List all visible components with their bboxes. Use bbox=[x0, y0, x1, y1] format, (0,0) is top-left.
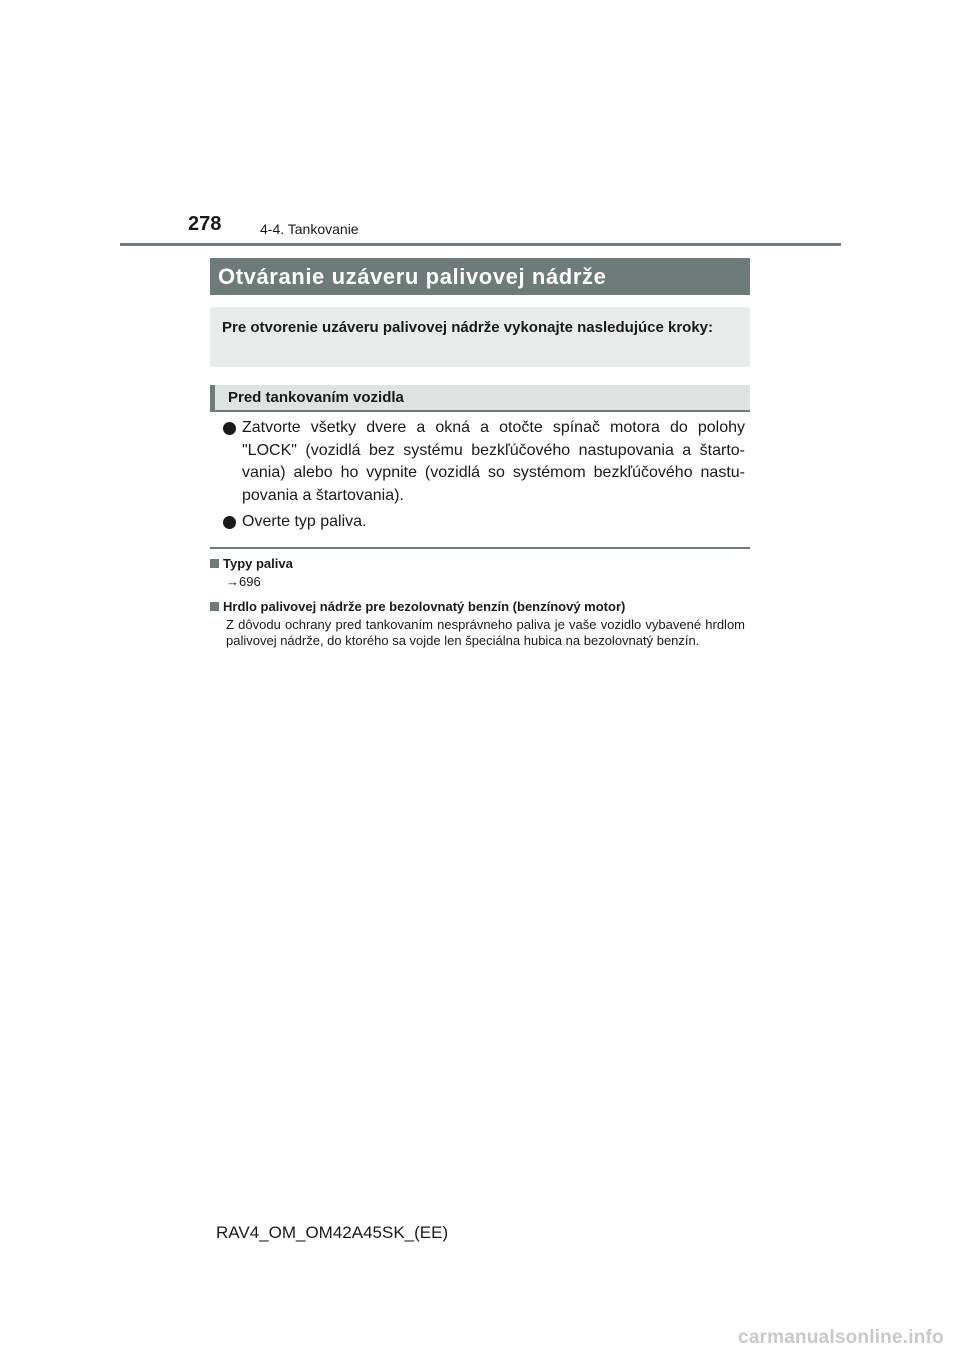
header-divider bbox=[120, 243, 841, 246]
page-number: 278 bbox=[188, 213, 222, 235]
chapter-title: 4-4. Tankovanie bbox=[260, 221, 359, 237]
notes-divider bbox=[210, 547, 750, 549]
note-body: →696 bbox=[226, 574, 261, 589]
watermark: carmanualsonline.info bbox=[738, 1327, 944, 1348]
bullet-list bbox=[210, 417, 750, 538]
bullet-text: Zatvorte všetky dvere a okná a otočte spínač motora do polohy "LOCK" (vozidlá bez systému bezkľúčového nastupovania a štartovania) alebo ho vypnite (vozidlá so systémom bezkľúčového nastupovania a štartovania). bbox=[242, 419, 745, 504]
note-title: Typy paliva bbox=[223, 556, 293, 571]
bullet-dot-icon bbox=[223, 422, 236, 435]
bullet-item bbox=[210, 417, 750, 507]
square-bullet-icon bbox=[210, 559, 219, 568]
intro-box: Pre otvorenie uzáveru palivovej nádrže vykonajte nasledujúce kroky: bbox=[210, 307, 750, 367]
document-code: RAV4_OM_OM42A45SK_(EE) bbox=[216, 1223, 449, 1242]
note-heading bbox=[210, 599, 750, 615]
bullet-text: Overte typ paliva. bbox=[242, 513, 367, 530]
subheading: Pred tankovaním vozidla bbox=[210, 385, 750, 412]
note-filler-neck bbox=[210, 599, 750, 649]
square-bullet-icon bbox=[210, 602, 219, 611]
note-heading bbox=[210, 556, 750, 572]
section-title: Otváranie uzáveru palivovej nádrže bbox=[210, 258, 750, 295]
bullet-dot-icon bbox=[223, 516, 236, 529]
note-fuel-types bbox=[210, 556, 750, 590]
bullet-item bbox=[210, 511, 750, 534]
note-title: Hrdlo palivovej nádrže pre bezolovnatý benzín (benzínový motor) bbox=[223, 599, 626, 614]
note-body: Z dôvodu ochrany pred tankovaním nesprávneho paliva je vaše vozidlo vybavené hrdlom palivovej nádrže, do ktorého sa vojde len špeciálna hubica na bezolovnatý benzín. bbox=[226, 617, 745, 648]
